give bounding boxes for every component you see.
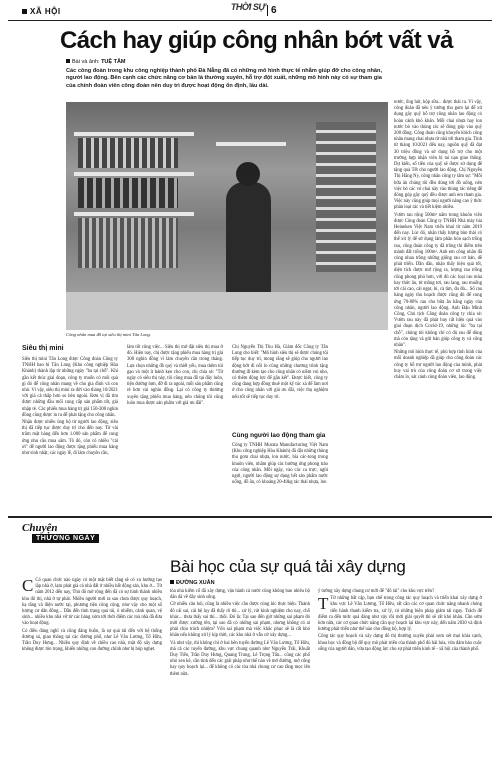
article-column-4 [394,100,482,382]
article-title: Cách hay giúp công nhân bớt vất vả [60,27,453,54]
paragraph: Siêu thị mini Tân Long được Công đoàn Công ty TNHH bao bì Tân Long (Khu công nghiệp Hòa Khánh) thành lập từ những ngày "ba tại chỗ". Khi gần kết thúc giai đoạn, công ty muốn có môi quà gì đó để công nhân mang về cho gia đình và con nhỏ. Vì vậy, siêu thị mini ra đời vào tháng 10/2021 với giá cả thấp hơn so bên ngoài. Đơn vị đã tìm được những đầu mối cung cấp sản phẩm tốt, giá nhập rẻ. Các phiếu mua hàng trị giá 150-300 nghìn đồng cũng được in ra để phát tặng cho công nhân. [22,357,118,418]
byline: Bài và ảnh: TUỆ TÂM [66,59,126,65]
article2-column-2 [170,589,310,679]
photo-caption: Công nhân mua đồ tại siêu thị mini Tân Long. [66,332,151,337]
rubric-top: Chuyện [22,522,58,534]
paragraph: C Có quan chức nào ngày có một mặt biết rằng sẽ có xu hướng tạo lập nhà ở, lạm phát giá cả nhà đất ở nhiều bất động sản, khu ở... Từ năm 2012 đến nay, Thủ đô mở rộng đến đã có sự hình thành nhiều khu đô thị, nhà ở tự phát. Nhiều người mới ra sau chưa được quy hoạch, hạ tầng và điện nước tại, phương tiện công cộng, như vậy cho một số lượng cư dân đông... Dẫn đến tình trạng quá tải, ô nhiễm, cảnh quan, vệ sinh... nhiều khu nhà vỡ từ các hàng xóm tới thời điểm các toà nhà đã đưa vào hoạt động. [22,576,162,627]
drop-cap: C [22,576,34,595]
section-label: XÃ HỘI [22,7,61,16]
paragraph: Cỡ nhiều câu hỏi, cũng là nhiều việc cần được cùng lúc thực hiện. Thành đô cải sai, cải bệ lụy đã thấy rõ thì... xử lý, rút kinh nghiệm cho nay, chỗ khác... thưa thấy sai thì... thôi. Đó là: Tại sao đến giờ những sai phạm đó mới được xướng tên, tại sao đã có những sai phạm, nhưng không có ai phải chịu trách nhiệm? Vốn sai phạm mà việc khắc phục sẽ là rất khó khăn nếu không xử lý kịp thời, các khu nhà ở vẫn cứ xây dựng... [170,602,310,639]
article2-title: Bài học của sự quá tải xây dựng [170,557,406,576]
header-rule [8,20,492,21]
article2-byline: ĐƯỜNG XUÂN [170,580,215,586]
subheading-workers: Cùng người lao động tham gia [232,432,326,439]
article-column-3 [232,345,328,402]
rubric-bottom: THƯỜNG NGÀY [32,534,99,543]
paragraph: Có điều đáng nghĩ và cũng đáng buồn, là sự quá tải đến với hệ thống đường sá, giao thông tại các đường phố, như Lê Văn Lương, Tố Hữu, Trần Duy Hưng... Nhiều quy định về chiều cao nhà, mật độ xây dựng không được tôn trọng, khiến những con đường chính như bị bóp nghẹt. [22,628,162,653]
paragraph: Những mô hình thực tế, phù hợp tình hình của mỗi doanh nghiệp đã giúp cho công đoàn các công ty hỗ trợ người lao động của mình, phát huy vai trò của công đoàn cơ sở trong việc chăm lo, sát cánh cùng đoàn viên, lao động. [394,350,482,380]
paragraph: nước, ống hút, hộp sữa... được thải ra. Vì vậy, công đoàn đã nêu ý tưởng thu gom lại để xử dụng gây quỹ hỗ trợ công nhân lao động có hoàn cảnh khó khăn. Mỗi chai nhựa hay lon nước bỏ vào thùng rác sẽ đóng góp vào quỹ 200 đồng. Công đoàn cũng khuyến khích công nhân mang chai nhựa từ nhà tới tham gia. Tính từ tháng 10/2021 đến nay, nguồn quỹ đã đạt 30 triệu đồng và sử dụng hỗ trợ cho một trường hợp nhận viên bị tai nạn giao thông. Dự kiến, số tiền của quỹ sẽ được sử dụng để tặng quà Tết cho người lao động. Chị Nguyễn Thị Hằng Ny, công nhân công ty tâm sự: "Mỗi bữa ăn chúng tôi đều dùng tới đồ uống, nên việc bỏ các vỏ chai này vào thùng rác riêng để đóng góp gây quỹ đều được anh em tham gia. Việc này cũng giúp mọi người nâng cao ý thức phân loại rác và tiết kiệm nhiều. [394,100,482,211]
article-photo [66,102,388,330]
drop-cap: T [318,594,329,614]
rubric [22,522,132,548]
paragraph: Công tác quy hoạch và xây dựng đô thị thường xuyên phải xem xét mọi khía cạnh, khoa học và đồng bộ để quy mô phát triển của thành phố đủ hài hòa, vừa đảm bảo cuộc sống của người dân, vừa tạo động lực cho sự phát triển kinh tế - xã hội của thành phố. [318,634,482,652]
paragraph: T Từ những bất cập, bạn chế trong công tác quy hoạch và triển khai xây dựng ở khu vực Lê Văn Lương, Tố Hữu, rất cần các cơ quan chức năng nhanh chóng tiến hành thanh kiểm tra, xử lý, có những biện pháp giảm tải ngay. Trách để điểm ra đến mức quá đáng như vậy rồi mới giải quyết thì sẽ rất khó khăn. Cần sớm hơn nữa, các cơ quan chức năng cần quy hoạch lại khu vực này, đến năm 2030 và định hướng phát triển như thế nào cho đồng bộ, hợp lý. [318,594,482,633]
article-column-2 [127,345,223,408]
article2-column-3 [318,589,482,654]
square-bullet-icon [170,580,174,584]
paragraph: Công ty TNHH Murata Manufacturing Việt Nam (Khu công nghiệp Hòa Khánh) đã đặt những thùng thu gom chai nhựa, lon nước, bìa các-tong trong khuôn viên, nhằm giúp các hướng ứng phong trào của công nhân. Mỗi ngày, vào các ca trực, nghỉ ngơi, người lao động sự dụng hết sản phẩm nước uống, đồ ăn, có khoảng 20-40kg rác thải nhựa, lon [232,443,328,486]
square-bullet-icon [22,9,27,14]
paragraph: Vườn rau rộng 500m² nằm trong khuôn viên được Công đoàn Công ty TNHH Nhà máy bia Heineken Việt Nam triển khai từ năm 2019 đến nay. Lúc đó, nhận thấy lượng bùn thải có thể xử lý để sử dụng làm phân bón sạch trồng rau, công đoàn công ty đã trồng thí điểm trên mảnh đất trống 100m². Anh em công nhân đã cùng nhau trồng những giống rau cơ bản, dễ phát triển. Dần dần, nhận thấy hiệu quả tốt, diện tích được mở rộng ra, lượng rau trồng cũng phong phú hơn, với đủ các loại rau mùa hay thức ăn, từ mồng tơi, rau lang, rau muống tới cải cao, cải ngọt, bí, cà tím, đu đủ... Số rau hàng ngày thu hoạch được cũng đủ để cung ứng 70-80% rau cho bữa ăn hằng ngày của công nhân, người lao động. Anh Đậu Minh Công, Chủ tịch Công đoàn công ty chia sẻ: Vườn rau này đã phát huy rất hiệu quả vào giai đoạn dịch Covid-19, những lúc "ba tại chỗ", chúng tôi không chỉ có đủ rau để dùng mà còn tặng và gửi bán giúp công ty và công nhân". [394,212,482,348]
paragraph: ý tưởng xây dựng chung cư mới để "đô tài" cho khu vực trên? [318,589,435,594]
page-number: 6 [267,5,277,16]
paragraph: làm tốt công việc... Siêu thị mở đặt siêu thị mua ở đó. Hiện nay, chị được tặng phiếu mua hàng trị giá 300 nghìn đồng vì làm chuyên cần trong tháng. Lựa chọn những đồ quý và thiết yếu, mua thêm túi gạo và một ít bánh kẹo cho con, chị chia sẻ: "Từ ngày có siêu thị này, tôi cũng mua đồ tại đây luôn, tiện đường hơn, đỡ đi ra ngoài, mỗi sản phẩm cũng rẻ hơn vài nghìn đồng. Lại có công ty thường xuyên tặng phiếu mua hàng, nên chúng tôi cũng luôn mua được sản phẩm với giá ưu đãi". [127,345,223,406]
article-column-3b [232,443,328,487]
paragraph: tòa nhà kiểm cố đã xây dựng, vận hành cả nước cũng không bao nhiêu bộ dân dã về đây sinh sống. [170,589,310,601]
article-column-1 [22,357,118,458]
newspaper-logo: THỜI SỰ [230,2,266,21]
article-lead: Các công đoàn trong khu công nghiệp thành phố Đà Nẵng đã có những mô hình thực tế nhằm giúp đỡ cho công nhân, người lao động. Bên cạnh các chức năng cơ bản là thường xuyên, hỗ trợ đột xuất, những mô hình này có sự tham gia của chính đoàn viên công đoàn nên duy trì được hoạt động ổn định, lâu dài. [66,68,382,89]
paragraph: Nhận được nhiều ủng hộ từ người lao động, siêu thị đã tiếp tục được duy trì cho đến nay. Từ vài trăm mặt hàng đến hơn 1.000 sản phẩm để cung ứng nhu cầu mua sắm. Tô đó, còn có nhiều "cái ơi" để người lao động được tặng phiếu mua hàng như sinh nhật, các ngày lễ, đi làm chuyên cần, [22,420,118,457]
article-divider [8,516,492,518]
subheading-mini-market: Siêu thị mini [22,345,64,352]
article2-column-1 [22,578,162,654]
square-bullet-icon [66,59,70,63]
paragraph: Và như vậy, thì không chỉ ở hai bên tuyến đường Lê Văn Lương, Tố Hữu, mà cả các tuyến đường, khu vực chung quanh như Nguyễn Trãi, Khuất Duy Tiến, Trần Duy Hưng, Quang Trung, Lê Trọng Tấn... cũng các phố nhỏ xen kẽ, cần tính đến các giải pháp như thế nào về mở đường, mở cống hay quy hoạch lại... để không có các tòa nhà chung cư cao tầng mọc lên thêm nữa. [170,640,310,677]
paragraph: Chị Nguyễn Thị Thu Hà, Giám đốc Công ty Tân Long cho biết: "Mô hình siêu thị sẽ được chúng tôi tiếp tục duy trì, mong rằng sẽ giúp cho người lao động bớt đi nỗi lo cũng những chương trình tặng thưởng đi kèm tạo cho công nhân có niềm vui nho, có thêm động lực để gắn kết". Được biết, công ty cũng đang hợp đồng thuê một kỹ túc xá để làm nơi ở cho công nhân với giá ưu đãi, việc thụ nghiệm nếu tốt sẽ tiếp tục duy trì. [232,345,328,400]
